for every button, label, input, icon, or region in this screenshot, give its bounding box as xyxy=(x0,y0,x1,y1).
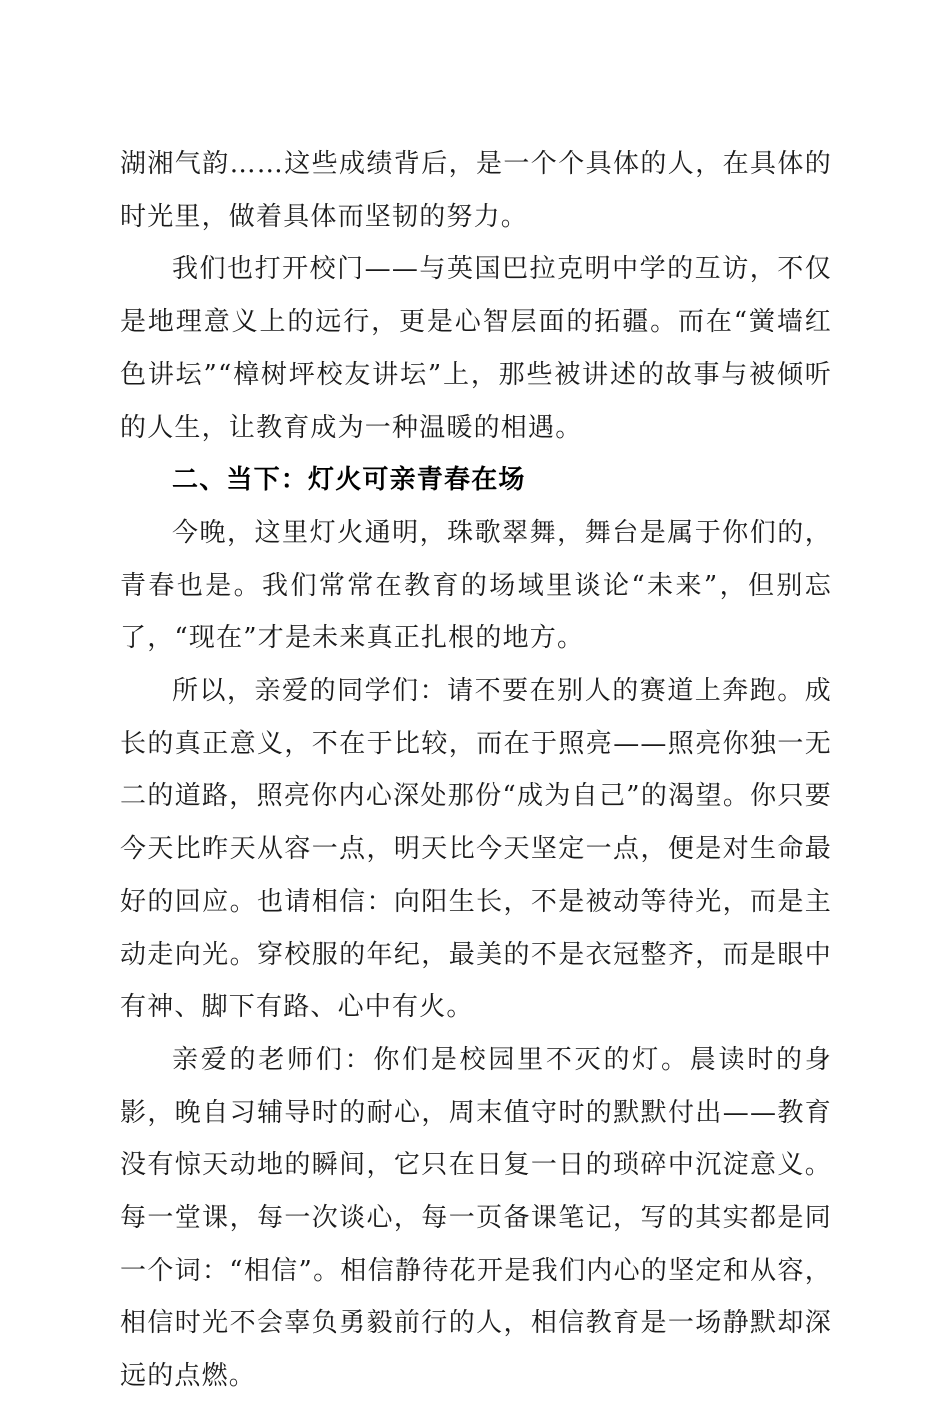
document-body xyxy=(120,138,832,1403)
section-heading-present: 二、当下：灯火可亲青春在场 xyxy=(172,465,526,496)
paragraph-tonight: 今晚，这里灯火通明，珠歌翠舞，舞台是属于你们的，青春也是。我们常常在教育的场域里谈论“未来”，但别忘了，“现在”才是未来真正扎根的地方。 xyxy=(120,517,832,654)
paragraph-to-teachers: 亲爱的老师们：你们是校园里不灭的灯。晨读时的身影，晚自习辅导时的耐心，周末值守时的默默付出——教育没有惊天动地的瞬间，它只在日复一日的琐碎中沉淀意义。每一堂课，每一次谈心，每一页备课笔记，写的其实都是同一个词：“相信”。相信静待花开是我们内心的坚定和从容，相信时光不会辜负勇毅前行的人，相信教育是一场静默却深远的点燃。 xyxy=(120,1044,832,1392)
paragraph-school-exchange: 我们也打开校门——与英国巴拉克明中学的互访，不仅是地理意义上的远行，更是心智层面的拓疆。而在“黉墙红色讲坛”“樟树坪校友讲坛”上，那些被讲述的故事与被倾听的人生，让教育成为一种温暖的相遇。 xyxy=(120,254,832,443)
paragraph-continuation: 湖湘气韵……这些成绩背后，是一个个具体的人，在具体的时光里，做着具体而坚韧的努力。 xyxy=(120,149,832,232)
paragraph-to-students: 所以，亲爱的同学们：请不要在别人的赛道上奔跑。成长的真正意义，不在于比较，而在于照亮——照亮你独一无二的道路，照亮你内心深处那份“成为自己”的渴望。你只要今天比昨天从容一点，明天比今天坚定一点，便是对生命最好的回应。也请相信：向阳生长，不是被动等待光，而是主动走向光。穿校服的年纪，最美的不是衣冠整齐，而是眼中有神、脚下有路、心中有火。 xyxy=(120,676,832,1023)
